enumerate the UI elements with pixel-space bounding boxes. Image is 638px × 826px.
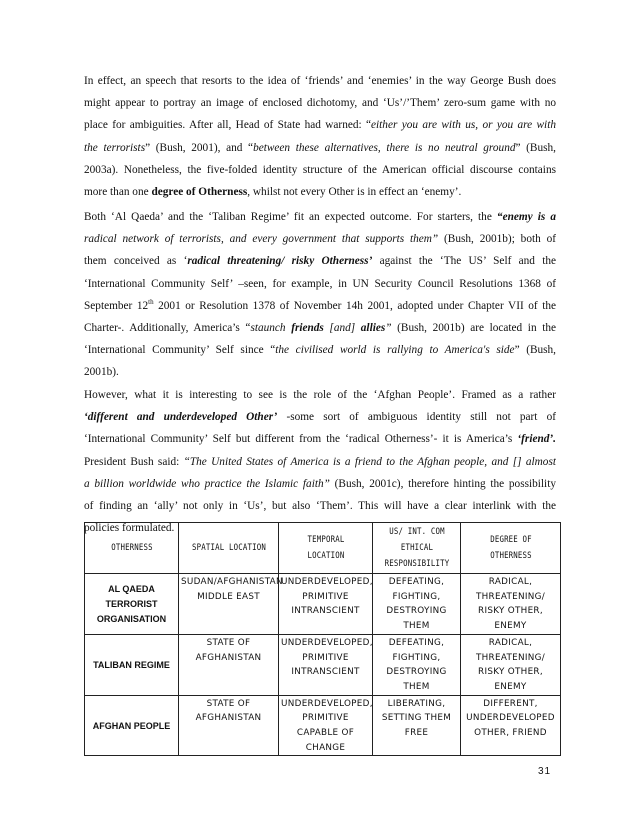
text-line — [84, 451, 556, 473]
table-cell: LIBERATING, SETTING THEM FREE — [373, 695, 461, 756]
text-line — [84, 473, 556, 495]
quote-text: radical network of terrorists, and every government that supports them” — [84, 233, 439, 246]
table-header-row — [85, 523, 561, 574]
text-run: (Bush, 2001b) are located in the — [391, 321, 556, 334]
table-row — [85, 574, 561, 635]
text-line — [84, 250, 556, 272]
text-line — [84, 206, 556, 228]
emphasis-text — [84, 411, 277, 423]
table-cell: RADICAL, THREATENING/ RISKY OTHER, ENEMY — [461, 574, 561, 635]
text-run: Charter-. Additionally, America’s “ — [84, 321, 251, 334]
table-cell: UNDERDEVELOPED, PRIMITIVE CAPABLE OF CHANGE — [279, 695, 373, 756]
text-run: ” (Bush, 2001), and “ — [145, 141, 254, 154]
text-line: However, what it is interesting to see is the role of the ‘Afghan People’. Framed as a rather — [84, 389, 556, 401]
table-row — [85, 634, 561, 695]
ordinal-suffix: th — [148, 297, 154, 306]
emphasis-text: degree of Otherness — [151, 185, 248, 198]
text-line: In effect, an speech that resorts to the idea of ‘friends’ and ‘enemies’ in the way George Bush does — [84, 75, 556, 87]
emphasis-text: allies — [360, 321, 386, 334]
table-cell: DEFEATING, FIGHTING, DESTROYING THEM — [373, 634, 461, 695]
row-header: AL QAEDA TERRORIST ORGANISATION — [85, 574, 179, 635]
quote-text — [291, 322, 324, 334]
otherness-table — [84, 522, 561, 756]
text-line — [84, 406, 556, 428]
text-run: , whilst not every Other is in effect an ‘enemy’. — [247, 185, 462, 198]
paragraph-al-qaeda-taliban — [84, 206, 556, 384]
table-cell: RADICAL, THREATENING/ RISKY OTHER, ENEMY — [461, 634, 561, 695]
column-header: US/ INT. COM ETHICAL RESPONSIBILITY — [379, 523, 455, 574]
text-run: against the ‘The US’ Self and the — [372, 255, 556, 268]
quote-text: ‘different and underdeveloped Other’ — [84, 411, 278, 424]
text-line: 2001b). — [84, 366, 119, 379]
text-run: 2001 or Resolution 1378 of November 14h 2001, adopted under Chapter VII of the — [153, 299, 556, 312]
table-row — [85, 695, 561, 756]
emphasis-text — [187, 255, 372, 267]
quote-text: the terrorists — [84, 141, 146, 154]
text-line — [84, 137, 556, 159]
text-run: September 12 — [84, 299, 149, 312]
table-cell: UNDERDEVELOPED, PRIMITIVE INTRANSCIENT — [279, 634, 373, 695]
quote-text — [361, 322, 385, 334]
quote-text: either you are with us, or you are with — [371, 119, 556, 132]
quote-text — [497, 211, 556, 223]
paragraph-friends-enemies — [84, 70, 556, 203]
text-line — [84, 114, 556, 136]
quote-text: the civilised world is rallying to America's side — [275, 344, 515, 357]
text-run: place for ambiguities. After all, Head of State had warned: “ — [84, 119, 372, 132]
text-run: ” (Bush, — [515, 141, 556, 154]
emphasis-text: friends — [291, 321, 324, 334]
text-line — [84, 295, 556, 317]
text-run: Both ‘Al Qaeda’ and the ‘Taliban Regime’ fit an expected outcome. For starters, the — [84, 211, 497, 223]
table-cell: STATE OF AFGHANISTAN — [179, 634, 279, 695]
emphasis-text: “enemy is a — [496, 211, 556, 223]
text-run: more than one — [84, 185, 152, 198]
paragraph-afghan-people — [84, 384, 556, 539]
text-run: (Bush, 2001c), therefore hinting the possibility — [329, 477, 556, 490]
text-run: -some sort of ambiguous identity still not part of — [277, 411, 556, 424]
text-run: (Bush, 2001b); both of — [438, 233, 556, 246]
row-header: AFGHAN PEOPLE — [85, 695, 179, 756]
text-line: ‘International Community Self’ –seen, for example, in UN Security Council Resolutions 1368 of — [84, 277, 556, 290]
text-line — [84, 228, 556, 250]
quote-text: [and] — [323, 321, 361, 334]
text-run: President Bush said: — [84, 455, 184, 468]
text-line — [84, 339, 556, 361]
table-cell: SUDAN/AFGHANISTAN MIDDLE EAST — [179, 574, 279, 635]
quote-text: a billion worldwide who practice the Islamic faith” — [84, 477, 330, 490]
page-number: 31 — [538, 766, 552, 777]
table-cell: DEFEATING, FIGHTING, DESTROYING THEM — [373, 574, 461, 635]
table-cell: STATE OF AFGHANISTAN — [179, 695, 279, 756]
text-line: 2003a). Nonetheless, the five-folded identity structure of the American official discourse contains — [84, 163, 556, 176]
text-run: ” (Bush, — [514, 344, 556, 357]
text-line — [84, 317, 556, 339]
column-header: SPATIAL LOCATION — [186, 523, 272, 574]
quote-text: radical threatening/ risky Otherness’ — [187, 255, 373, 268]
quote-text: ‘friend’. — [517, 433, 556, 446]
row-header: TALIBAN REGIME — [85, 634, 179, 695]
quote-text: staunch — [250, 321, 292, 334]
text-line: of finding an ‘ally’ not only in ‘Us’, but also ‘Them’. This will have a clear interlink with the — [84, 499, 556, 512]
text-line — [84, 428, 556, 450]
text-line: policies formulated. — [84, 522, 175, 535]
emphasis-text — [517, 433, 556, 445]
quote-text: between these alternatives, there is no neutral ground — [253, 141, 516, 154]
text-run: ‘International Community’ Self since “ — [84, 344, 276, 357]
quote-text: ” — [385, 321, 392, 334]
table-cell: DIFFERENT, UNDERDEVELOPED OTHER, FRIEND — [461, 695, 561, 756]
quote-text: “The United States of America is a friend to the Afghan people, and [] almost — [183, 455, 556, 468]
column-header: TEMPORAL LOCATION — [285, 523, 366, 574]
text-run: them conceived as ‘ — [84, 255, 188, 268]
table-cell: UNDERDEVELOPED, PRIMITIVE INTRANSCIENT — [279, 574, 373, 635]
text-run: ‘International Community’ Self but different from the ‘radical Otherness’- it is America’s — [84, 433, 518, 446]
text-line: might appear to portray an image of enclosed dichotomy, and ‘Us’/’Them’ zero-sum game with no — [84, 97, 556, 110]
column-header: OTHERNESS — [91, 523, 172, 574]
column-header: DEGREE OF OTHERNESS — [468, 523, 554, 574]
text-line — [84, 181, 556, 203]
